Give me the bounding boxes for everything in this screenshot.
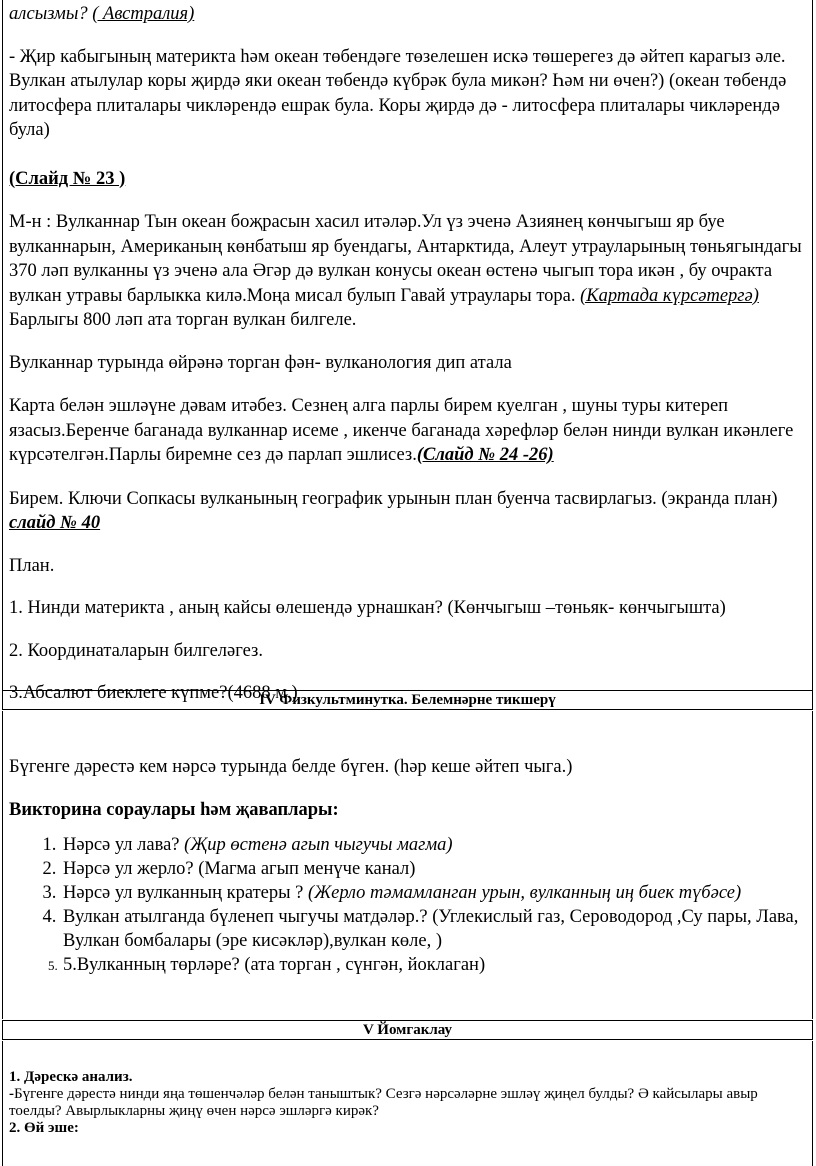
paragraph-map-task [9,394,806,468]
quiz-item: 2. Нәрсә ул жерло? (Магма агып менүче канал) [61,857,806,881]
answer-line [9,2,806,27]
paragraph-klyuchi-task [9,487,806,536]
quiz-item: 4. Вулкан атылганда бүленеп чыгучы матдәләр.? (Углекислый газ, Сероводород ,Су пары, Лава, Вулкан бомбалары (эре кисәкләр),вулкан көле, ) [61,905,806,953]
quiz-item: 1. Нәрсә ул лава? (Җир өстенә агып чыгучы магма) [61,833,806,857]
quiz-item: 5. 5.Вулканның төрләре? (ата торган , сүнгән, йоклаган) [61,953,806,977]
answer-australia: ( Австралия) [92,4,195,24]
map-note: (Картада күрсәтергә) [580,285,759,306]
plan-item-3: 3.Абсалют биеклеге күпме?(4688 м.) [9,683,298,703]
slide-23-label: (Слайд № 23 ) [9,168,126,189]
paragraph-volcanology: Вулканнар турында өйрәнә торган фән- вулканология дип атала [9,352,512,373]
plan-title: План. [9,555,55,576]
map-task-text: Карта белән эшләүне дәвам итәбез. Сезнең алга парлы бирем куелган , шуны туры китереп язасыз.Беренче баганада вулканнар исеме , икенче баганада хәрефләр белән нинди вулкан икәнлеге күрсәтелгән.Парлы биремне сез дә парлап эшлисез. [9,396,794,465]
line-question-end: алсызмы? [9,4,88,24]
quiz-intro: Бүгенге дәрестә кем нәрсә турында белде бүген. (һәр кеше әйтеп чыга.) [9,757,573,777]
analysis-title: 1. Дәрескә анализ. [9,1069,133,1085]
section-header-iv: IV Физкультминутка. Белемнәрне тикшерү [2,690,813,710]
quiz-title: Викторина сораулары һәм җаваплары: [9,800,339,820]
section-header-v: V Йомгаклау [2,1020,813,1040]
homework-title: 2. Өй эше: [9,1120,79,1136]
plan-item-2: 2. Координаталарын билгеләгез. [9,640,263,661]
slide-24-26-label: (Слайд № 24 -26) [416,445,554,465]
lesson-cell-summary [2,1041,813,1166]
klyuchi-task-text: Бирем. Ключи Сопкасы вулканының географик урынын план буенча тасвирлагыз. (экранда план) [9,488,778,509]
quiz-list [9,833,806,977]
analysis-questions: -Бүгенге дәрестә нинди яңа төшенчәләр белән таныштык? Сезгә нәрсәләрне эшләү җиңел булды? Ә кайсылары авыр тоелды? Авырлыкларны җиңү өчен нәрсә эшләргә кирәк? [9,1086,758,1119]
volcano-count-text: Барлыгы 800 ләп ата торган вулкан билгеле. [9,310,357,330]
lesson-cell-quiz [2,711,813,1019]
quiz-item: 3. Нәрсә ул вулканның кратеры ? (Жерло тәмамланган урын, вулканның иң биек түбәсе) [61,881,806,905]
pacific-ring-text: М-н : Вулканнар Тын океан боҗрасын хасил итәләр.Ул үз эченә Азиянең көнчыгыш яр буе вулканнарын, Американың көнбатыш яр буендагы, Антарктида, Алеут утрауларының төньягындагы 370 ләп вулканны үз эченә ала Әгәр дә вулкан конусы океан өстенә чыгып тора икән , бу очракта вулкан утравы барлыкка килә.Моңа мисал булып Гавай утраулары тора. [9,212,802,306]
plan-item-1: 1. Нинди материкта , аның кайсы өлешендә урнашкан? (Көнчыгыш –төньяк- көнчыгышта) [9,598,726,618]
paragraph-earth-crust: - Җир кабыгының материкта һәм океан төбендәге төзелешен искә төшерегез дә әйтеп карагыз әле. Вулкан атылулар коры җирдә яки океан төбендә күбрәк була микән? Һәм ни өчен?) (океан төбендә литосфера плиталары чикләрендә ешрак була. Коры җирдә дә - литосфера плиталары чикләрендә була) [9,46,787,140]
slide-40-label: слайд № 40 [9,513,101,533]
paragraph-pacific-ring [9,210,806,333]
